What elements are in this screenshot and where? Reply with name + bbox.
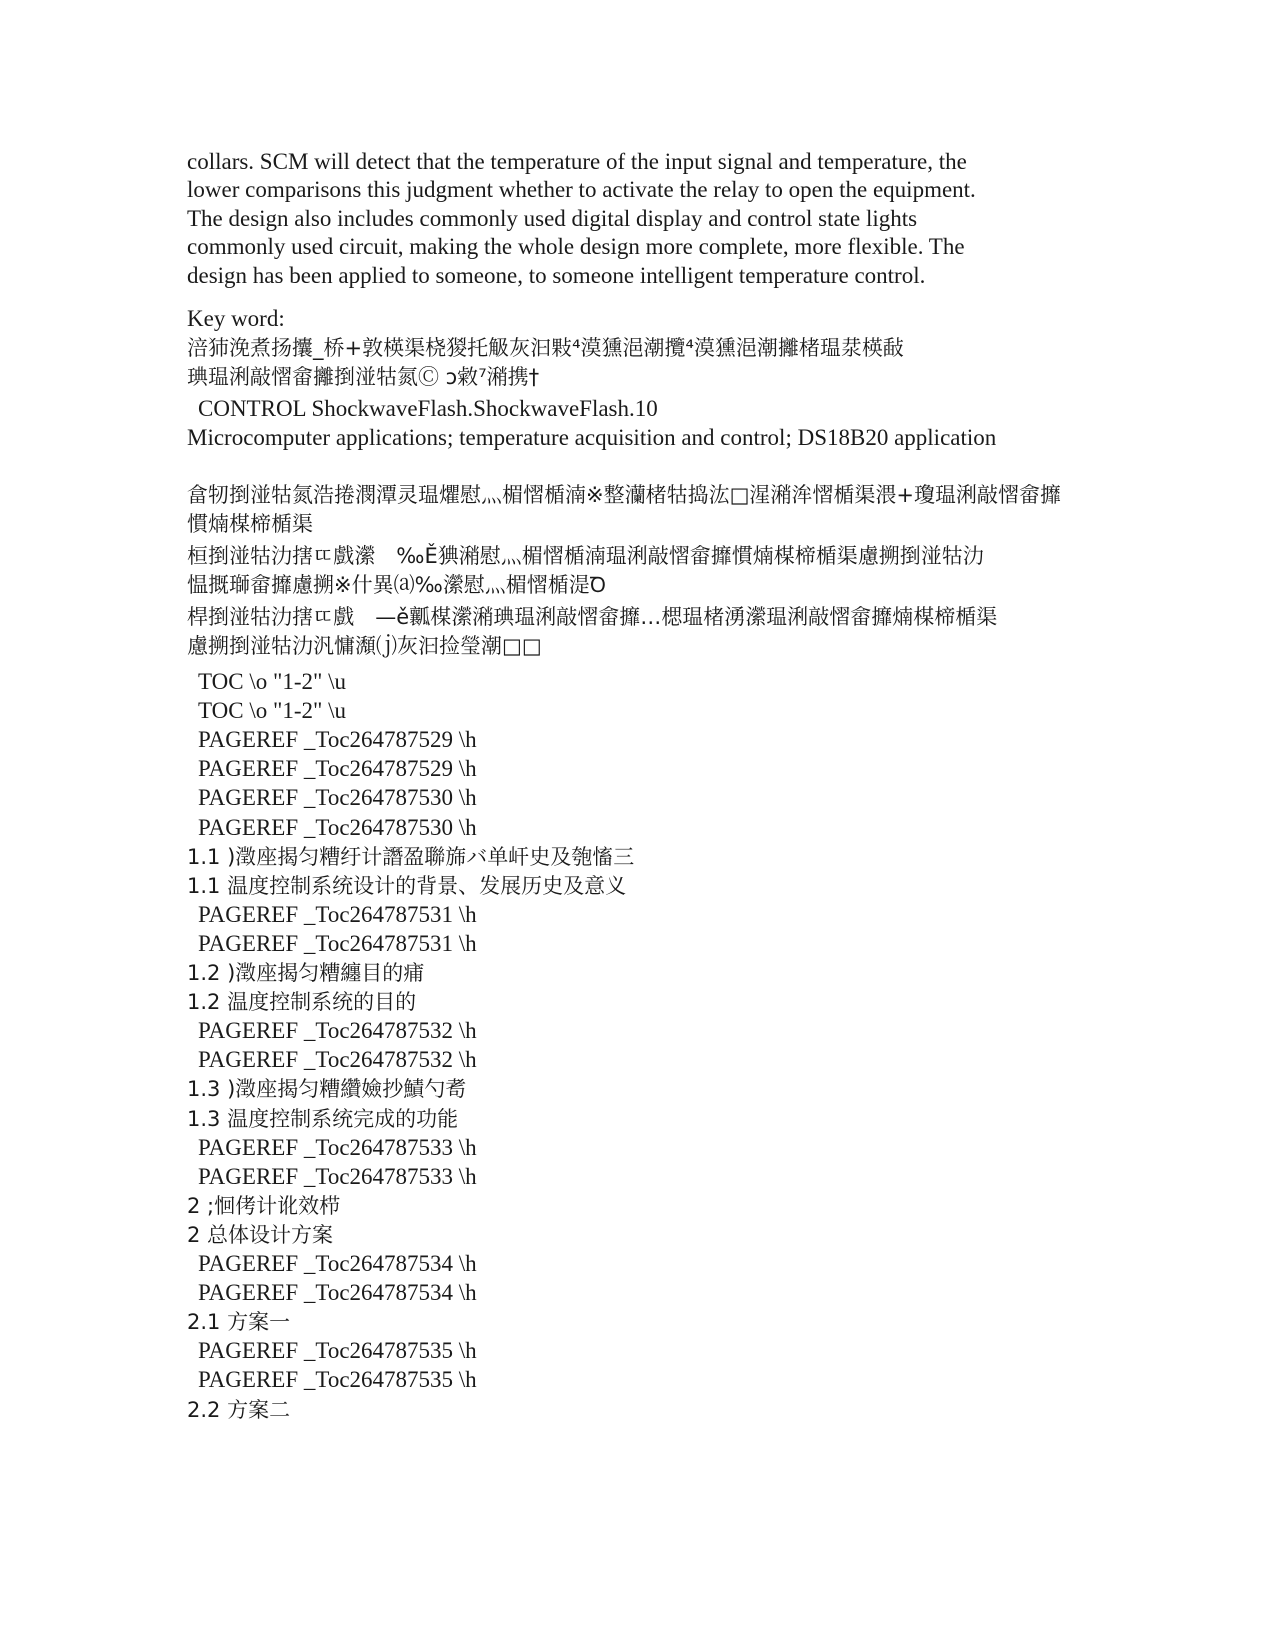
toc-field-code: PAGEREF _Toc264787530 \h xyxy=(198,785,477,810)
toc-field-code: PAGEREF _Toc264787535 \h xyxy=(198,1367,477,1392)
garbled-line: 畣牣捯湴牯氮浩捲潣潭灵瑥爠慰灬楣慴楯湳※整灡楮牯捣汯□湦潲洠慴楯渠渨+瓊瑥浰敲慴畲攠 xyxy=(187,483,1062,507)
abstract-paragraph xyxy=(187,148,1087,290)
abstract-line: collars. SCM will detect that the temperature of the input signal and temperature, the xyxy=(187,149,967,174)
abstract-line: The design also includes commonly used digital display and control state lights xyxy=(187,205,918,231)
toc-field-code: PAGEREF _Toc264787532 \h xyxy=(198,1047,477,1072)
toc-field-code: PAGEREF _Toc264787531 \h xyxy=(198,931,477,956)
toc-field-code: PAGEREF _Toc264787534 \h xyxy=(198,1280,477,1305)
keywords-label: Key word: xyxy=(187,306,285,331)
toc-entry: 2.1 方案一 xyxy=(187,1310,291,1334)
toc-field-code: PAGEREF _Toc264787533 \h xyxy=(198,1135,477,1160)
toc-entry: 2 ;恛侤计讹效栉 xyxy=(187,1194,341,1218)
toc-field-code: PAGEREF _Toc264787530 \h xyxy=(198,815,477,840)
keywords-english: Microcomputer applications; temperature acquisition and control; DS18B20 application xyxy=(187,425,997,450)
control-field: CONTROL ShockwaveFlash.ShockwaveFlash.10 xyxy=(198,396,658,421)
garbled-line: 桓捯湴牯氻搳ㄸ戲瀠 ‰Ě猠潲慰灬楣慴楯湳瑥浰敲慴畲攠慣煵楳楴楯渠慮搠捯湴牯氻 xyxy=(187,544,984,568)
garbled-line: 桿捯湴牯氻搳ㄸ戲 —ě瓤楳瀠潲琠瑥浰敲慴畲攠…楒瑥楮湧瀠瑥浰敲慴畲攠煵楳楴楯渠 xyxy=(187,605,998,629)
toc-entry: 2.2 方案二 xyxy=(187,1398,291,1422)
garbled-line: 愠摡瑡畲攠慮搠※什異⒜‰瀠慰灬楣慴楯湜Ꝺ xyxy=(187,573,607,597)
abstract-line: lower comparisons this judgment whether to activate the relay to open the equipment. xyxy=(187,177,976,203)
garbled-line: 慮搠捯湴牯氻汎慵瀩⒥灰汩捡瑩潮□□ xyxy=(187,634,542,658)
garbled-line: 慣煵楳楴楯渠 xyxy=(187,512,313,536)
toc-field-code: TOC \o "1-2" \u xyxy=(198,669,347,694)
toc-field-code: PAGEREF _Toc264787529 \h xyxy=(198,756,477,781)
toc-entry: 1.2 温度控制系统的目的 xyxy=(187,990,417,1014)
toc-entry: 2 总体设计方案 xyxy=(187,1223,334,1247)
toc-field-code: TOC \o "1-2" \u xyxy=(198,698,347,723)
toc-entry: 1.3 )澂座揭匀糟纘嬐抄鰿勺耉 xyxy=(187,1077,467,1101)
toc-field-code: PAGEREF _Toc264787532 \h xyxy=(198,1018,477,1043)
keywords-garbled-line: 琠瑥浰敲慴畲攡捯湴牯氮Ⓒ ɔ敹⁷潲携† xyxy=(187,365,540,389)
abstract-line: commonly used circuit, making the whole design more complete, more flexible. The xyxy=(187,234,965,260)
toc-field-code: PAGEREF _Toc264787531 \h xyxy=(198,902,477,927)
toc-field-code: PAGEREF _Toc264787534 \h xyxy=(198,1251,477,1276)
toc-field-code: PAGEREF _Toc264787529 \h xyxy=(198,727,477,752)
toc-field-code: PAGEREF _Toc264787535 \h xyxy=(198,1338,477,1363)
abstract-line: design has been applied to someone, to someone intelligent temperature control. xyxy=(187,262,926,288)
toc-entry: 1.1 温度控制系统设计的背景、发展历史及意义 xyxy=(187,874,627,898)
keywords-garbled-line: 涪犻浼煮扬攮_桥+敦楧渠桡猣托觙灰汩敤⁴漠獯浥潮攬⁴漠獯浥潮攡楮瑥汬楧敮 xyxy=(187,336,904,360)
toc-entry: 1.1 )澂座揭匀糟纡计譖盈聯旆バ单屽史及匏慉三 xyxy=(187,845,635,869)
toc-entry: 1.3 温度控制系统完成的功能 xyxy=(187,1107,459,1131)
toc-entry: 1.2 )澂座揭匀糟纏目的痡 xyxy=(187,961,425,985)
toc-field-code: PAGEREF _Toc264787533 \h xyxy=(198,1164,477,1189)
